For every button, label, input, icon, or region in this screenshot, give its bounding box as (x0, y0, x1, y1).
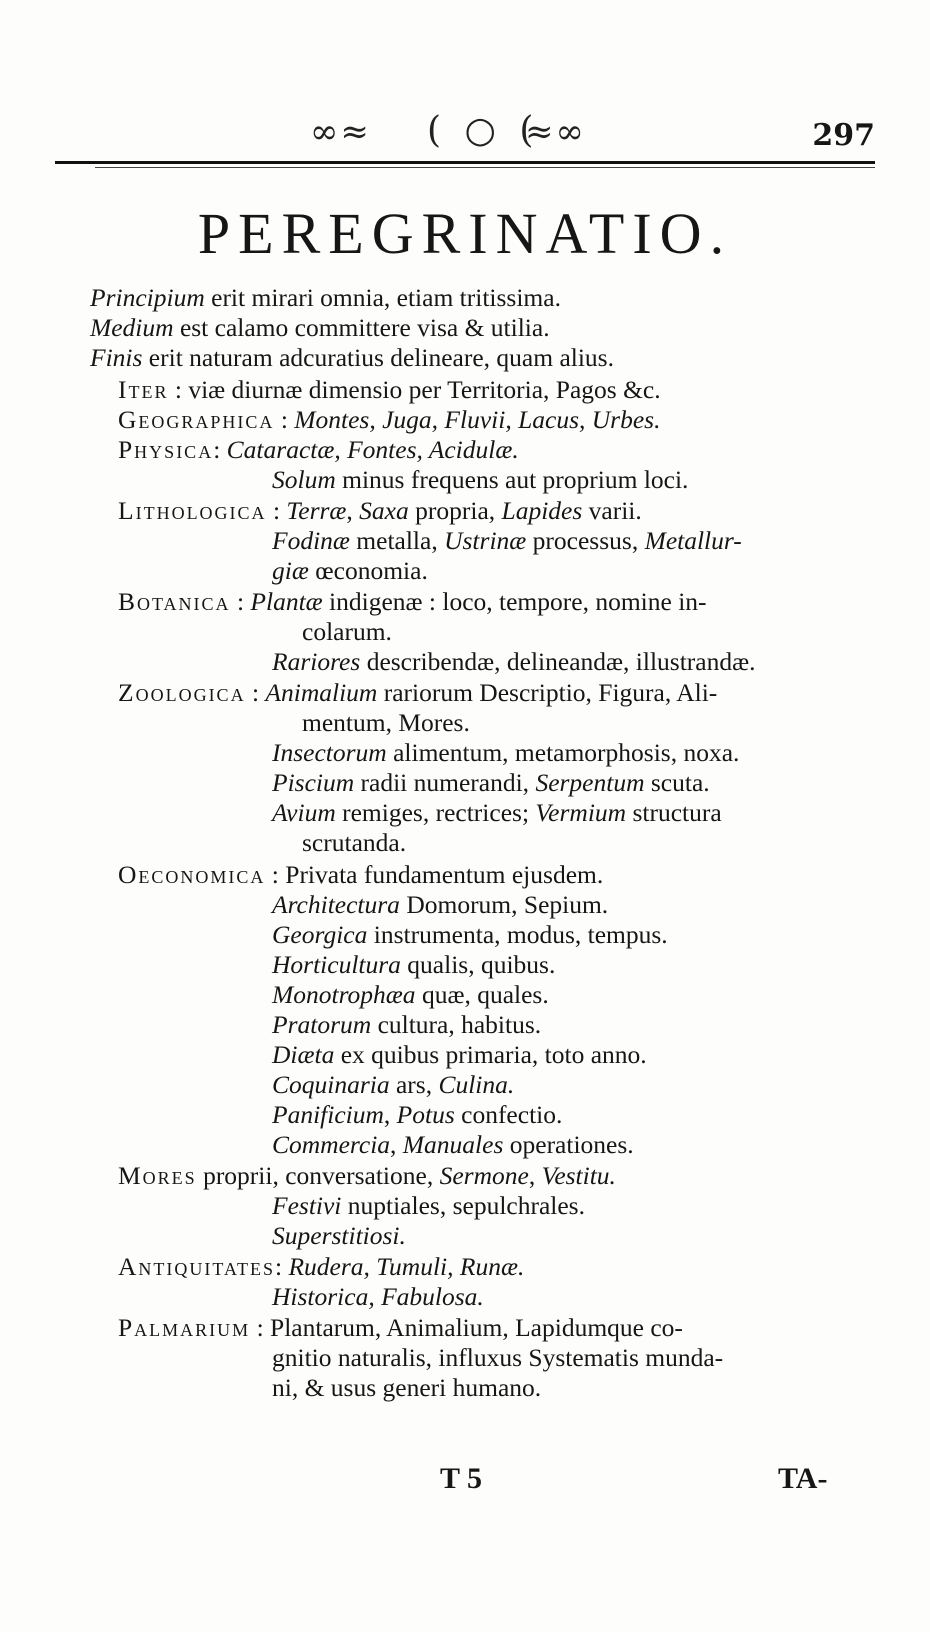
text-line (302, 617, 392, 647)
text-line (118, 496, 642, 526)
text-line (118, 1161, 616, 1191)
term: Terræ (286, 496, 347, 525)
line-text: cultura, habitus. (371, 1010, 542, 1039)
text-line (90, 283, 561, 313)
term: Rariores (272, 647, 361, 676)
line-text: ni, & usus generi humano. (272, 1373, 542, 1402)
text-line (272, 1282, 484, 1312)
term: Superstitiosi. (272, 1221, 406, 1250)
text-line (272, 1130, 634, 1160)
heading-term: Palmarium (118, 1313, 251, 1342)
line-text: propria, (408, 496, 502, 525)
term: Insectorum (272, 738, 387, 767)
line-text: qualis, quibus. (400, 950, 556, 979)
line-text: erit naturam adcuratius delineare, quam alius. (142, 343, 614, 372)
text-line (272, 980, 549, 1010)
text-line (118, 678, 717, 708)
term: Potus (396, 1100, 455, 1129)
line-text: instrumenta, modus, tempus. (367, 920, 668, 949)
text-line (272, 556, 428, 586)
term: Saxa (359, 496, 409, 525)
right-ornament-icon: ≈∞ (525, 112, 586, 152)
text-line (272, 768, 710, 798)
text-line (272, 1040, 647, 1070)
header-rule-thin (95, 167, 875, 168)
line-text: , (346, 496, 360, 525)
line-text: œconomia. (308, 556, 428, 585)
text-line (272, 890, 608, 920)
line-text: : (266, 496, 287, 525)
term: Diæta (272, 1040, 335, 1069)
term: Ustrinæ (444, 526, 527, 555)
term: giæ (272, 556, 309, 585)
term: Vestitu. (541, 1161, 616, 1190)
line-text: quæ, quales. (415, 980, 549, 1009)
term: Principium (90, 283, 205, 312)
text-line (272, 526, 742, 556)
text-line (118, 375, 661, 405)
line-text: : (230, 587, 251, 616)
term: Manuales (402, 1130, 504, 1159)
heading-term: Mores (118, 1161, 197, 1190)
term: Serpentum (535, 768, 645, 797)
line-text: metalla, (349, 526, 445, 555)
line-text: Domorum, Sepium. (399, 890, 609, 919)
header-rule (55, 161, 875, 164)
center-ornament-icon: ( ○ ( (427, 110, 540, 151)
heading-term: Iter (118, 375, 169, 404)
line-text: est calamo committere visa & utilia. (173, 313, 550, 342)
line-text: indigenæ : loco, tempore, nomine in- (322, 587, 707, 616)
text-line (118, 1252, 524, 1282)
line-text: : Privata fundamentum ejusdem. (265, 860, 604, 889)
text-line (302, 828, 406, 858)
line-text: mentum, Mores. (302, 708, 470, 737)
line-text: colarum. (302, 617, 392, 646)
line-text: erit mirari omnia, etiam tritissima. (204, 283, 561, 312)
line-text: nuptiales, sepulchrales. (341, 1191, 585, 1220)
heading-term: Geographica (118, 405, 275, 434)
line-text: varii. (582, 496, 642, 525)
term: Metallur- (644, 526, 742, 555)
text-line (272, 738, 739, 768)
page-number: 297 (812, 118, 875, 153)
text-line (118, 587, 707, 617)
term: Avium (272, 798, 336, 827)
term: Piscium (272, 768, 355, 797)
text-line (272, 1221, 406, 1251)
line-text: , (383, 1100, 397, 1129)
line-text: operationes. (503, 1130, 634, 1159)
line-text: alimentum, metamorphosis, noxa. (386, 738, 740, 767)
line-text: : (274, 405, 295, 434)
text-line (272, 1070, 514, 1100)
text-line (272, 1373, 541, 1403)
term: Cataractæ, Fontes, Acidulæ. (226, 435, 519, 464)
line-text: : viæ diurnæ dimensio per Territoria, Pagos &c. (168, 375, 661, 404)
text-line (272, 950, 555, 980)
left-ornament-icon: ∞≈ (310, 112, 371, 152)
term: Rudera, Tumuli, Runæ. (288, 1252, 525, 1281)
line-text: describendæ, delineandæ, illustrandæ. (360, 647, 756, 676)
term: Plantæ (250, 587, 323, 616)
term: Montes, Juga, Fluvii, Lacus, Urbes. (294, 405, 661, 434)
text-line (272, 1010, 541, 1040)
line-text: , (390, 1130, 403, 1159)
term: Animalium (265, 678, 378, 707)
text-line (118, 860, 603, 890)
catchword: TA- (778, 1462, 828, 1495)
line-text: rariorum Descriptio, Figura, Ali- (377, 678, 718, 707)
text-line (118, 405, 660, 435)
term: Lapides (501, 496, 583, 525)
term: Solum (272, 465, 336, 494)
line-text: , (528, 1161, 542, 1190)
line-text: scrutanda. (302, 828, 407, 857)
text-line (272, 647, 756, 677)
line-text: gnitio naturalis, influxus Systematis munda- (272, 1343, 724, 1372)
line-text: confectio. (454, 1100, 563, 1129)
term: Pratorum (272, 1010, 372, 1039)
text-line (272, 798, 722, 828)
heading-term: Physica (118, 435, 214, 464)
line-text: scuta. (644, 768, 710, 797)
term: Finis (90, 343, 143, 372)
term: Vermium (535, 798, 627, 827)
term: Coquinaria (272, 1070, 390, 1099)
line-text: remiges, rectrices; (335, 798, 536, 827)
term: Architectura (272, 890, 400, 919)
term: Commercia (272, 1130, 391, 1159)
text-line (118, 1313, 683, 1343)
line-text: proprii, conversatione, (196, 1161, 440, 1190)
term: Horticultura (272, 950, 401, 979)
text-line (272, 1191, 585, 1221)
line-text: minus frequens aut proprium loci. (335, 465, 689, 494)
line-text: processus, (526, 526, 645, 555)
term: Panificium (272, 1100, 384, 1129)
text-line (272, 920, 668, 950)
text-line (272, 1343, 723, 1373)
term: Georgica (272, 920, 368, 949)
text-line (272, 1100, 562, 1130)
term: Festivi (272, 1191, 342, 1220)
term: Monotrophæa (272, 980, 416, 1009)
line-text: : (213, 435, 227, 464)
line-text: : (245, 678, 266, 707)
text-line (302, 708, 470, 738)
line-text: ars, (389, 1070, 439, 1099)
text-line (90, 343, 614, 373)
running-header (55, 108, 875, 166)
line-text: : (274, 1252, 289, 1281)
term: Culina. (438, 1070, 515, 1099)
term: Medium (90, 313, 174, 342)
text-line (118, 435, 519, 465)
heading-term: Antiquitates (118, 1252, 275, 1281)
heading-term: Botanica (118, 587, 231, 616)
line-text: structura (626, 798, 722, 827)
heading-term: Zoologica (118, 678, 246, 707)
text-line (90, 313, 550, 343)
term: Historica, Fabulosa. (272, 1282, 484, 1311)
term: Sermone (439, 1161, 529, 1190)
signature-mark: T 5 (440, 1462, 482, 1495)
line-text: radii numerandi, (354, 768, 536, 797)
heading-term: Oeconomica (118, 860, 266, 889)
term: Fodinæ (272, 526, 350, 555)
line-text: ex quibus primaria, toto anno. (334, 1040, 647, 1069)
page-title: PEREGRINATIO. (197, 201, 733, 266)
heading-term: Lithologica (118, 496, 267, 525)
line-text: : Plantarum, Animalium, Lapidumque co- (250, 1313, 683, 1342)
text-line (272, 465, 688, 495)
